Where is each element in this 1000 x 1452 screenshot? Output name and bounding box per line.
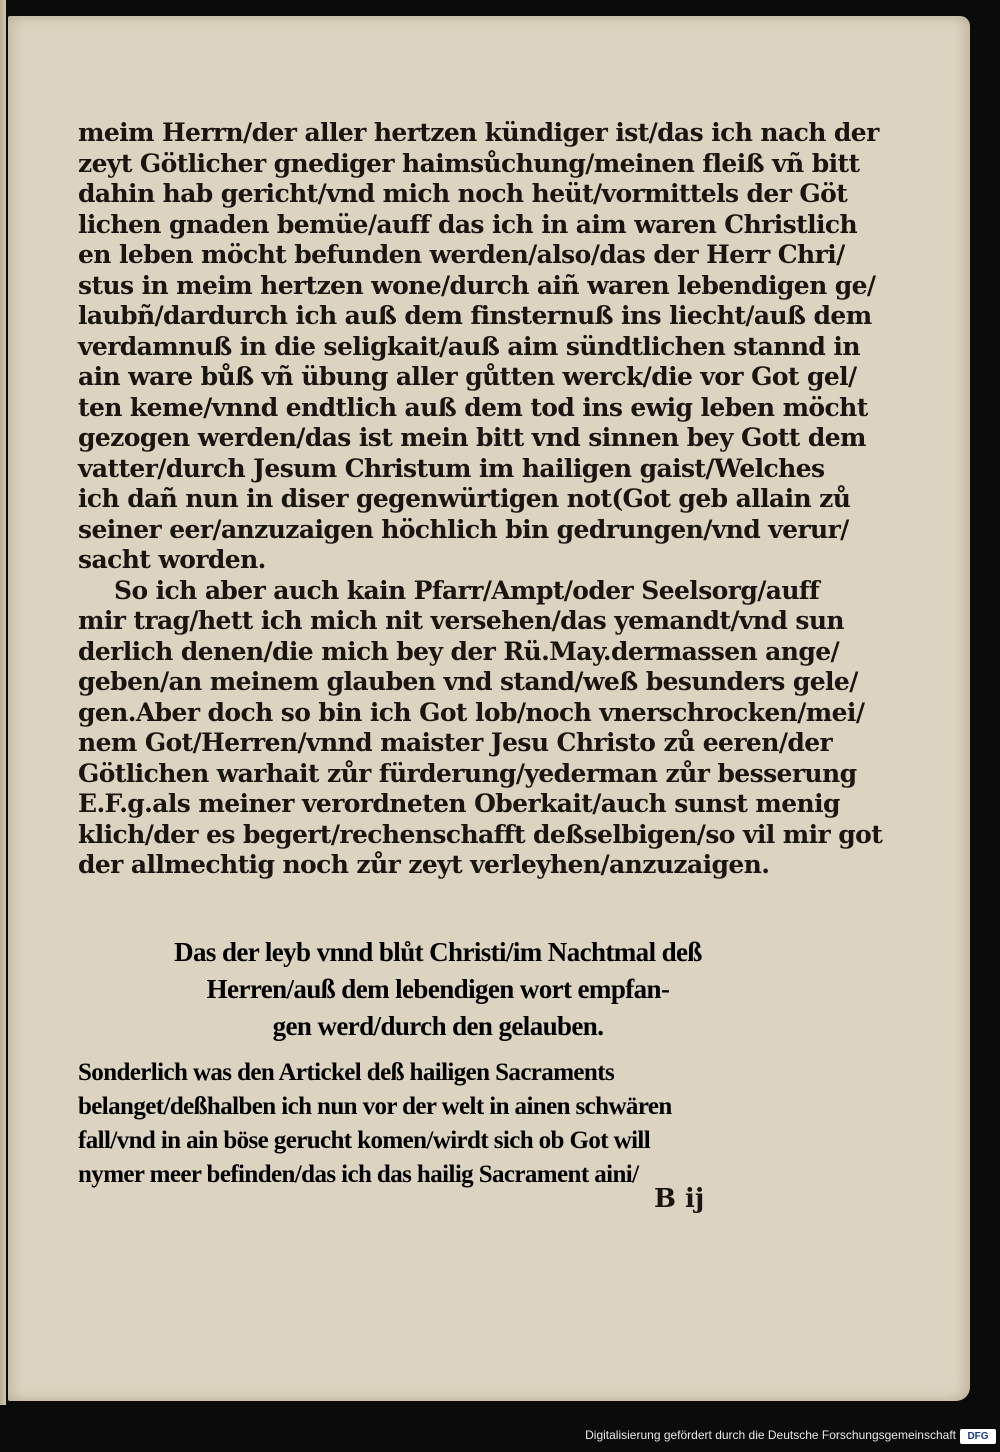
document-page	[8, 16, 970, 1401]
text-line: belanget/deßhalben ich nun vor der welt in ainen schwären	[78, 1093, 672, 1120]
text-line: geben/an meinem glauben vnd stand/weß besunders gele/	[78, 667, 858, 696]
text-line: Götlichen warhait zůr fürderung/yederman zůr besserung	[78, 758, 857, 788]
text-line: vatter/durch Jesum Christum im hailigen gaist/Welches	[78, 453, 825, 483]
text-line: fall/vnd in ain böse gerucht komen/wirdt sich ob Got will	[78, 1127, 651, 1154]
text-line: klich/der es begert/rechenschafft deßselbigen/so vil mir got	[78, 819, 883, 849]
footer-credit: Digitalisierung gefördert durch die Deutsche Forschungsgemeinschaft	[585, 1428, 956, 1442]
text-line: stus in meim hertzen wone/durch aiñ waren lebendigen ge/	[78, 270, 876, 300]
section-heading	[78, 934, 798, 1045]
text-line: derlich denen/die mich bey der Rü.May.dermassen ange/	[78, 636, 840, 666]
page-edge	[0, 0, 6, 1405]
text-line: gezogen werden/das ist mein bitt vnd sinnen bey Gott dem	[78, 423, 866, 452]
heading-line: gen werd/durch den gelauben.	[272, 1011, 604, 1041]
text-line: nymer meer befinden/das ich das hailig Sacrament aini/	[78, 1161, 639, 1188]
text-line: der allmechtig noch zůr zeyt verleyhen/anzuzaigen.	[78, 850, 770, 879]
text-line: ain ware bůß vñ übung aller gůtten werck/die vor Got gel/	[78, 362, 857, 391]
signature-mark: B ij	[654, 1184, 705, 1214]
text-line: sacht worden.	[78, 545, 266, 574]
paragraph-1	[78, 118, 883, 881]
text-line: dahin hab gericht/vnd mich noch heüt/vormittels der Göt	[78, 179, 848, 208]
text-line: ten keme/vnnd endtlich auß dem tod ins ewig leben möcht	[78, 392, 868, 422]
text-line: gen.Aber doch so bin ich Got lob/noch vnerschrocken/mei/	[78, 697, 865, 727]
text-line: verdamnuß in die seligkait/auß aim sündtlichen stannd in	[78, 331, 860, 361]
dfg-logo-icon: DFG	[960, 1429, 996, 1444]
text-line: seiner eer/anzuzaigen höchlich bin gedrungen/vnd verur/	[78, 514, 849, 544]
text-line: Sonderlich was den Artickel deß hailigen Sacraments	[78, 1059, 615, 1086]
heading-line: Herren/auß dem lebendigen wort empfan-	[206, 974, 670, 1004]
text-line: en leben möcht befunden werden/also/das der Herr Chri/	[78, 240, 845, 269]
paragraph-3	[78, 1056, 798, 1192]
text-line: So ich aber auch kain Pfarr/Ampt/oder Seelsorg/auff	[114, 575, 820, 605]
text-line: zeyt Götlicher gnediger haimsůchung/meinen fleiß vñ bitt	[78, 148, 860, 178]
text-line: laubñ/dardurch ich auß dem finsternuß ins liecht/auß dem	[78, 301, 872, 330]
heading-line: Das der leyb vnnd blůt Christi/im Nachtmal deß	[174, 937, 702, 967]
text-line: lichen gnaden bemüe/auff das ich in aim waren Christlich	[78, 209, 858, 239]
text-line: E.F.g.als meiner verordneten Oberkait/auch sunst menig	[78, 789, 840, 818]
text-line: nem Got/Herren/vnnd maister Jesu Christo zů eeren/der	[78, 728, 833, 757]
text-line: meim Herrn/der aller hertzen kündiger ist/das ich nach der	[78, 118, 879, 147]
text-line: ich dañ nun in diser gegenwürtigen not(Got geb allain zů	[78, 484, 851, 513]
text-line: mir trag/hett ich mich nit versehen/das yemandt/vnd sun	[78, 606, 844, 635]
